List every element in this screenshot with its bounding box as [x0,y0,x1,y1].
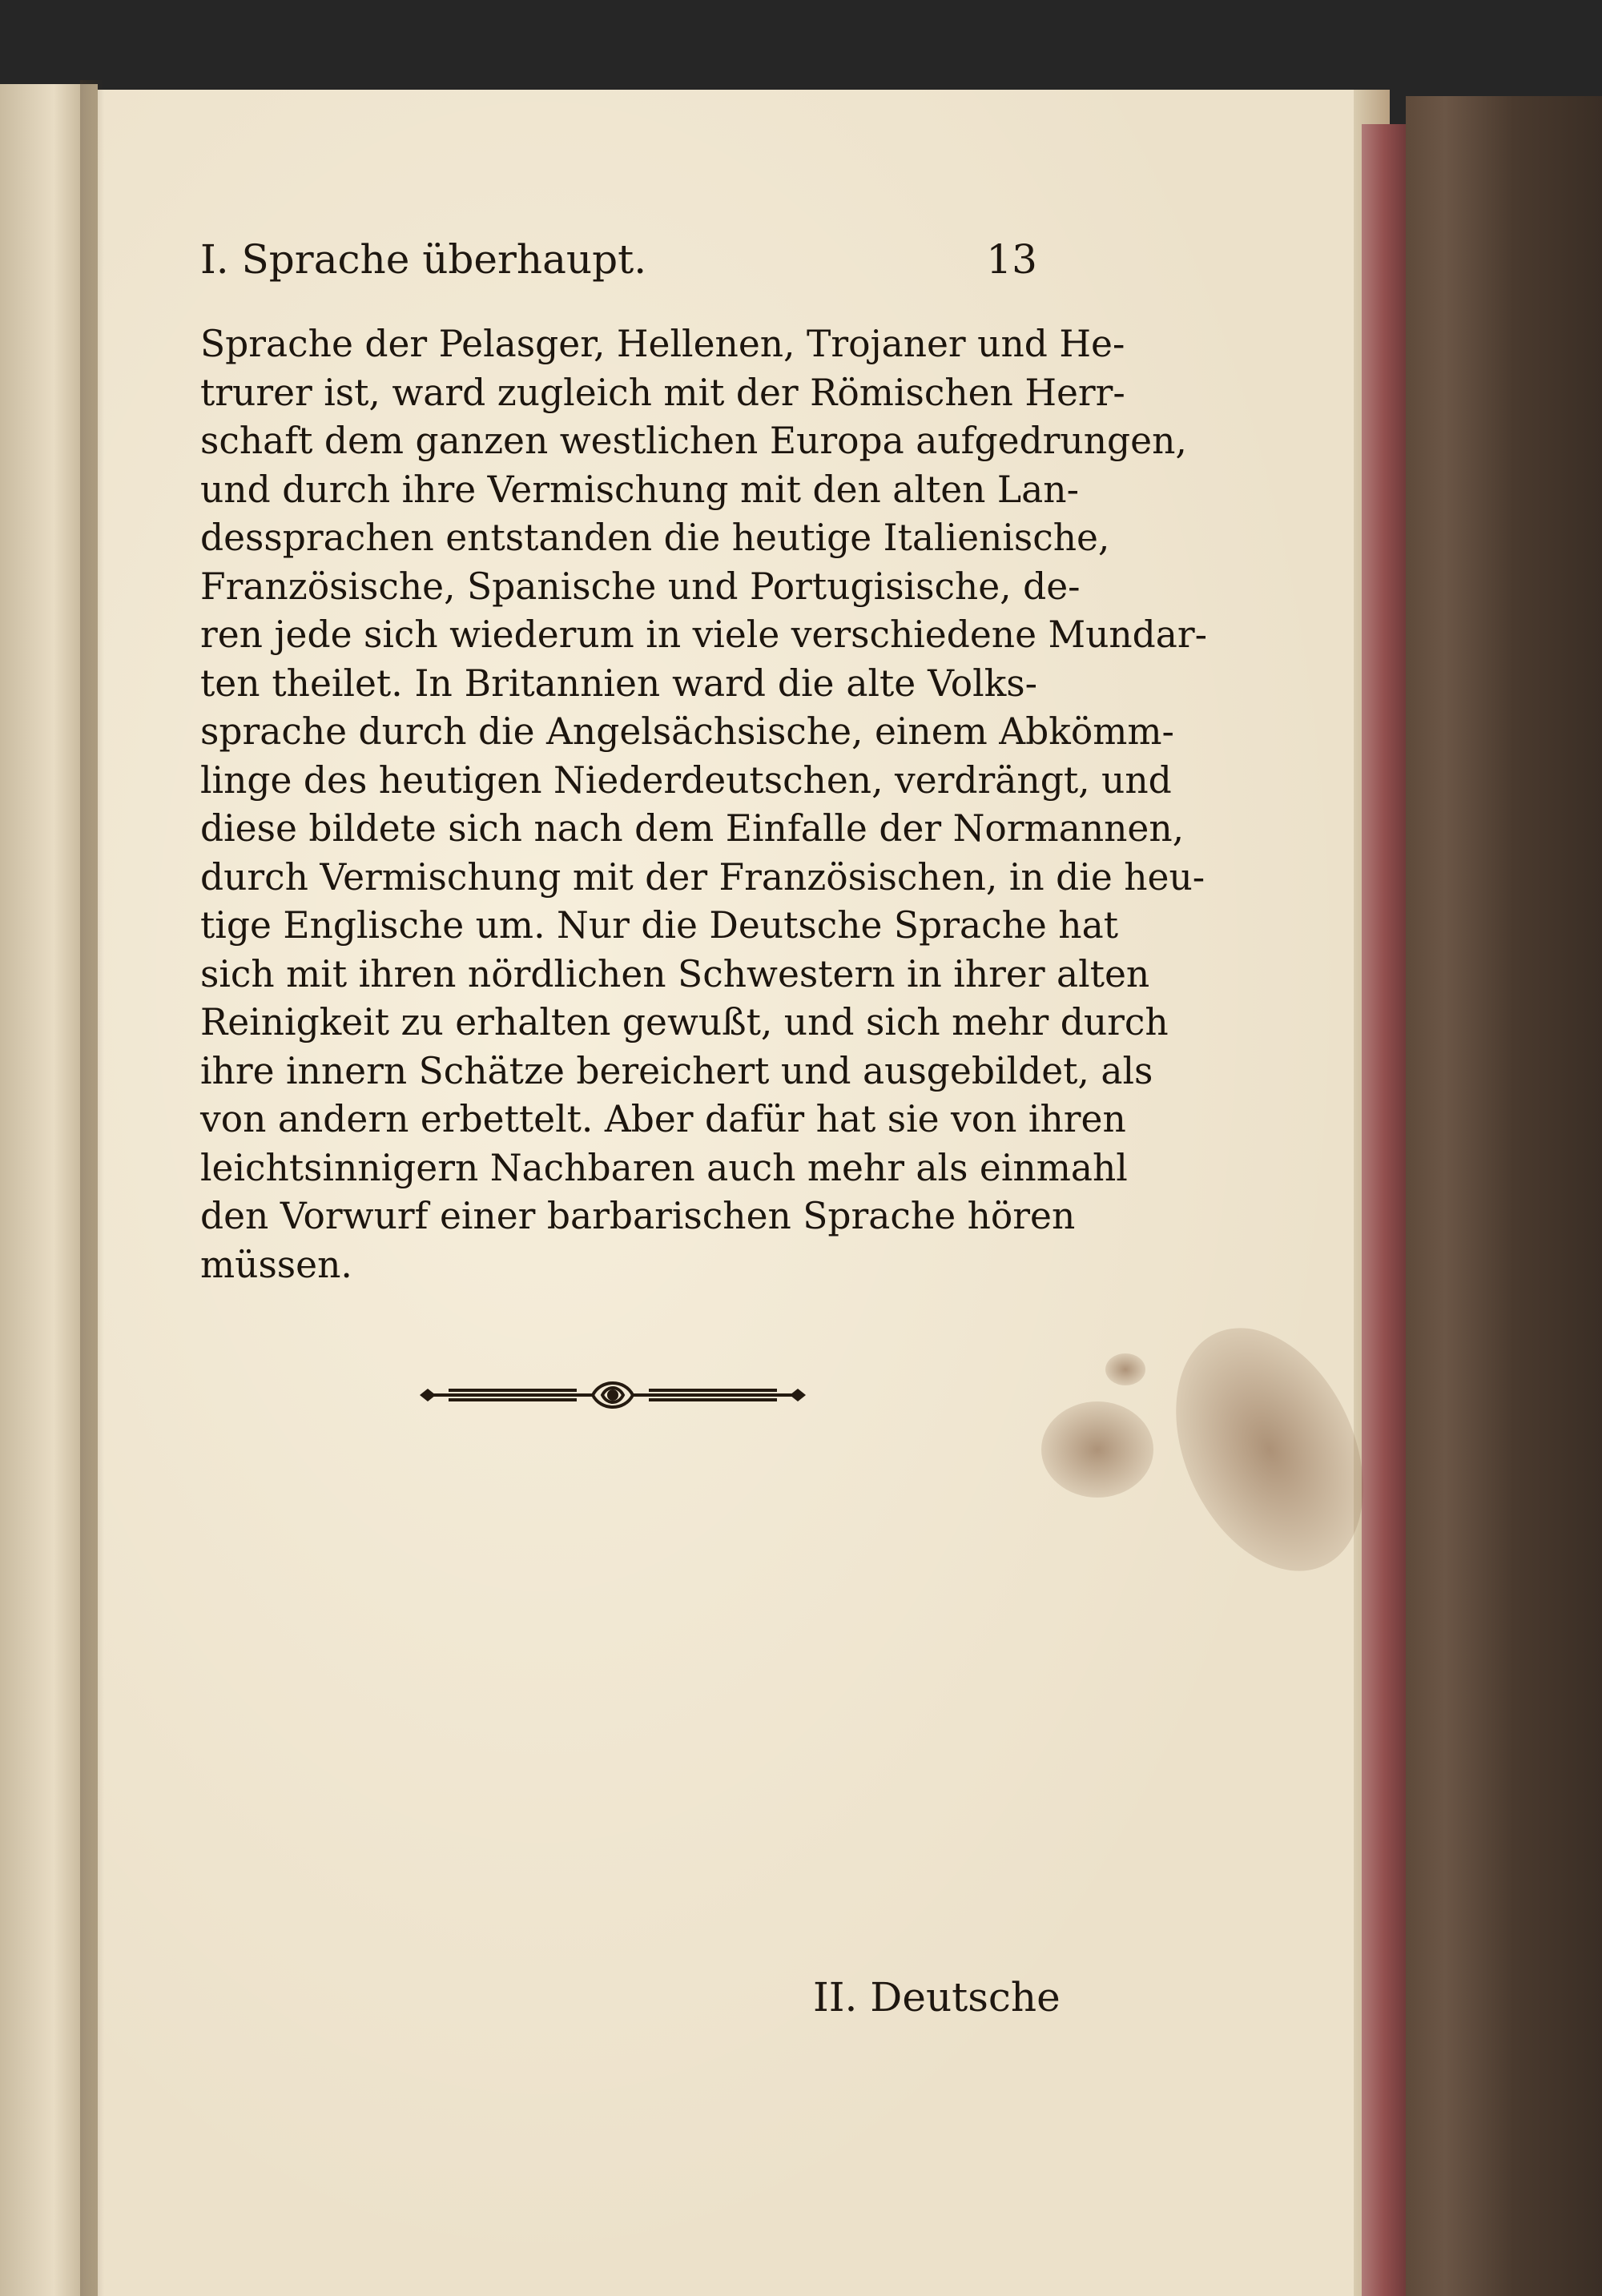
text-line: linge des heutigen Niederdeutschen, verdrängt, und [200,758,1172,802]
text-line: ten theilet. In Britannien ward die alte Volks- [200,661,1037,705]
text-line: diese bildete sich nach dem Einfalle der Normannen, [200,807,1185,850]
catchword: II. Deutsche [813,1974,1061,2021]
binding-gutter [80,80,104,2296]
text-line: ren jede sich wiederum in viele verschiedene Mundar- [200,613,1208,656]
text-line: leichtsinnigern Nachbaren auch mehr als einmahl [200,1146,1128,1189]
text-line: Französische, Spanische und Portugisische, de- [200,565,1081,608]
cover-red-edge [1362,124,1406,2296]
text-line: durch Vermischung mit der Französischen, in die heu- [200,855,1206,899]
printer-ornament-icon [417,1371,809,1419]
text-line: trurer ist, ward zugleich mit der Römischen Herr- [200,371,1125,414]
text-line: und durch ihre Vermischung mit den alten Lan- [200,468,1079,511]
page-stain [1041,1401,1153,1498]
body-text [200,320,1208,1289]
running-header [200,236,1037,292]
text-line: Reinigkeit zu erhalten gewußt, und sich mehr durch [200,1001,1169,1043]
text-line: tige Englische um. Nur die Deutsche Sprache hat [200,904,1118,947]
page-stain [1105,1353,1145,1385]
text-line: sich mit ihren nördlichen Schwestern in ihrer alten [200,952,1150,995]
text-line: müssen. [200,1243,352,1286]
text-line: Sprache der Pelasger, Hellenen, Trojaner und He- [200,323,1125,365]
text-line: von andern erbettelt. Aber dafür hat sie von ihren [200,1098,1126,1140]
text-line: dessprachen entstanden die heutige Italienische, [200,517,1110,559]
text-line: sprache durch die Angelsächsische, einem Abkömm- [200,710,1174,753]
text-line: schaft dem ganzen westlichen Europa aufgedrungen, [200,420,1187,462]
text-line: ihre innern Schätze bereichert und ausgebildet, als [200,1049,1153,1092]
cover-board [1406,96,1602,2296]
text-line: den Vorwurf einer barbarischen Sprache hören [200,1195,1076,1237]
page-number: 13 [986,236,1037,283]
running-title: I. Sprache überhaupt. [200,236,647,283]
